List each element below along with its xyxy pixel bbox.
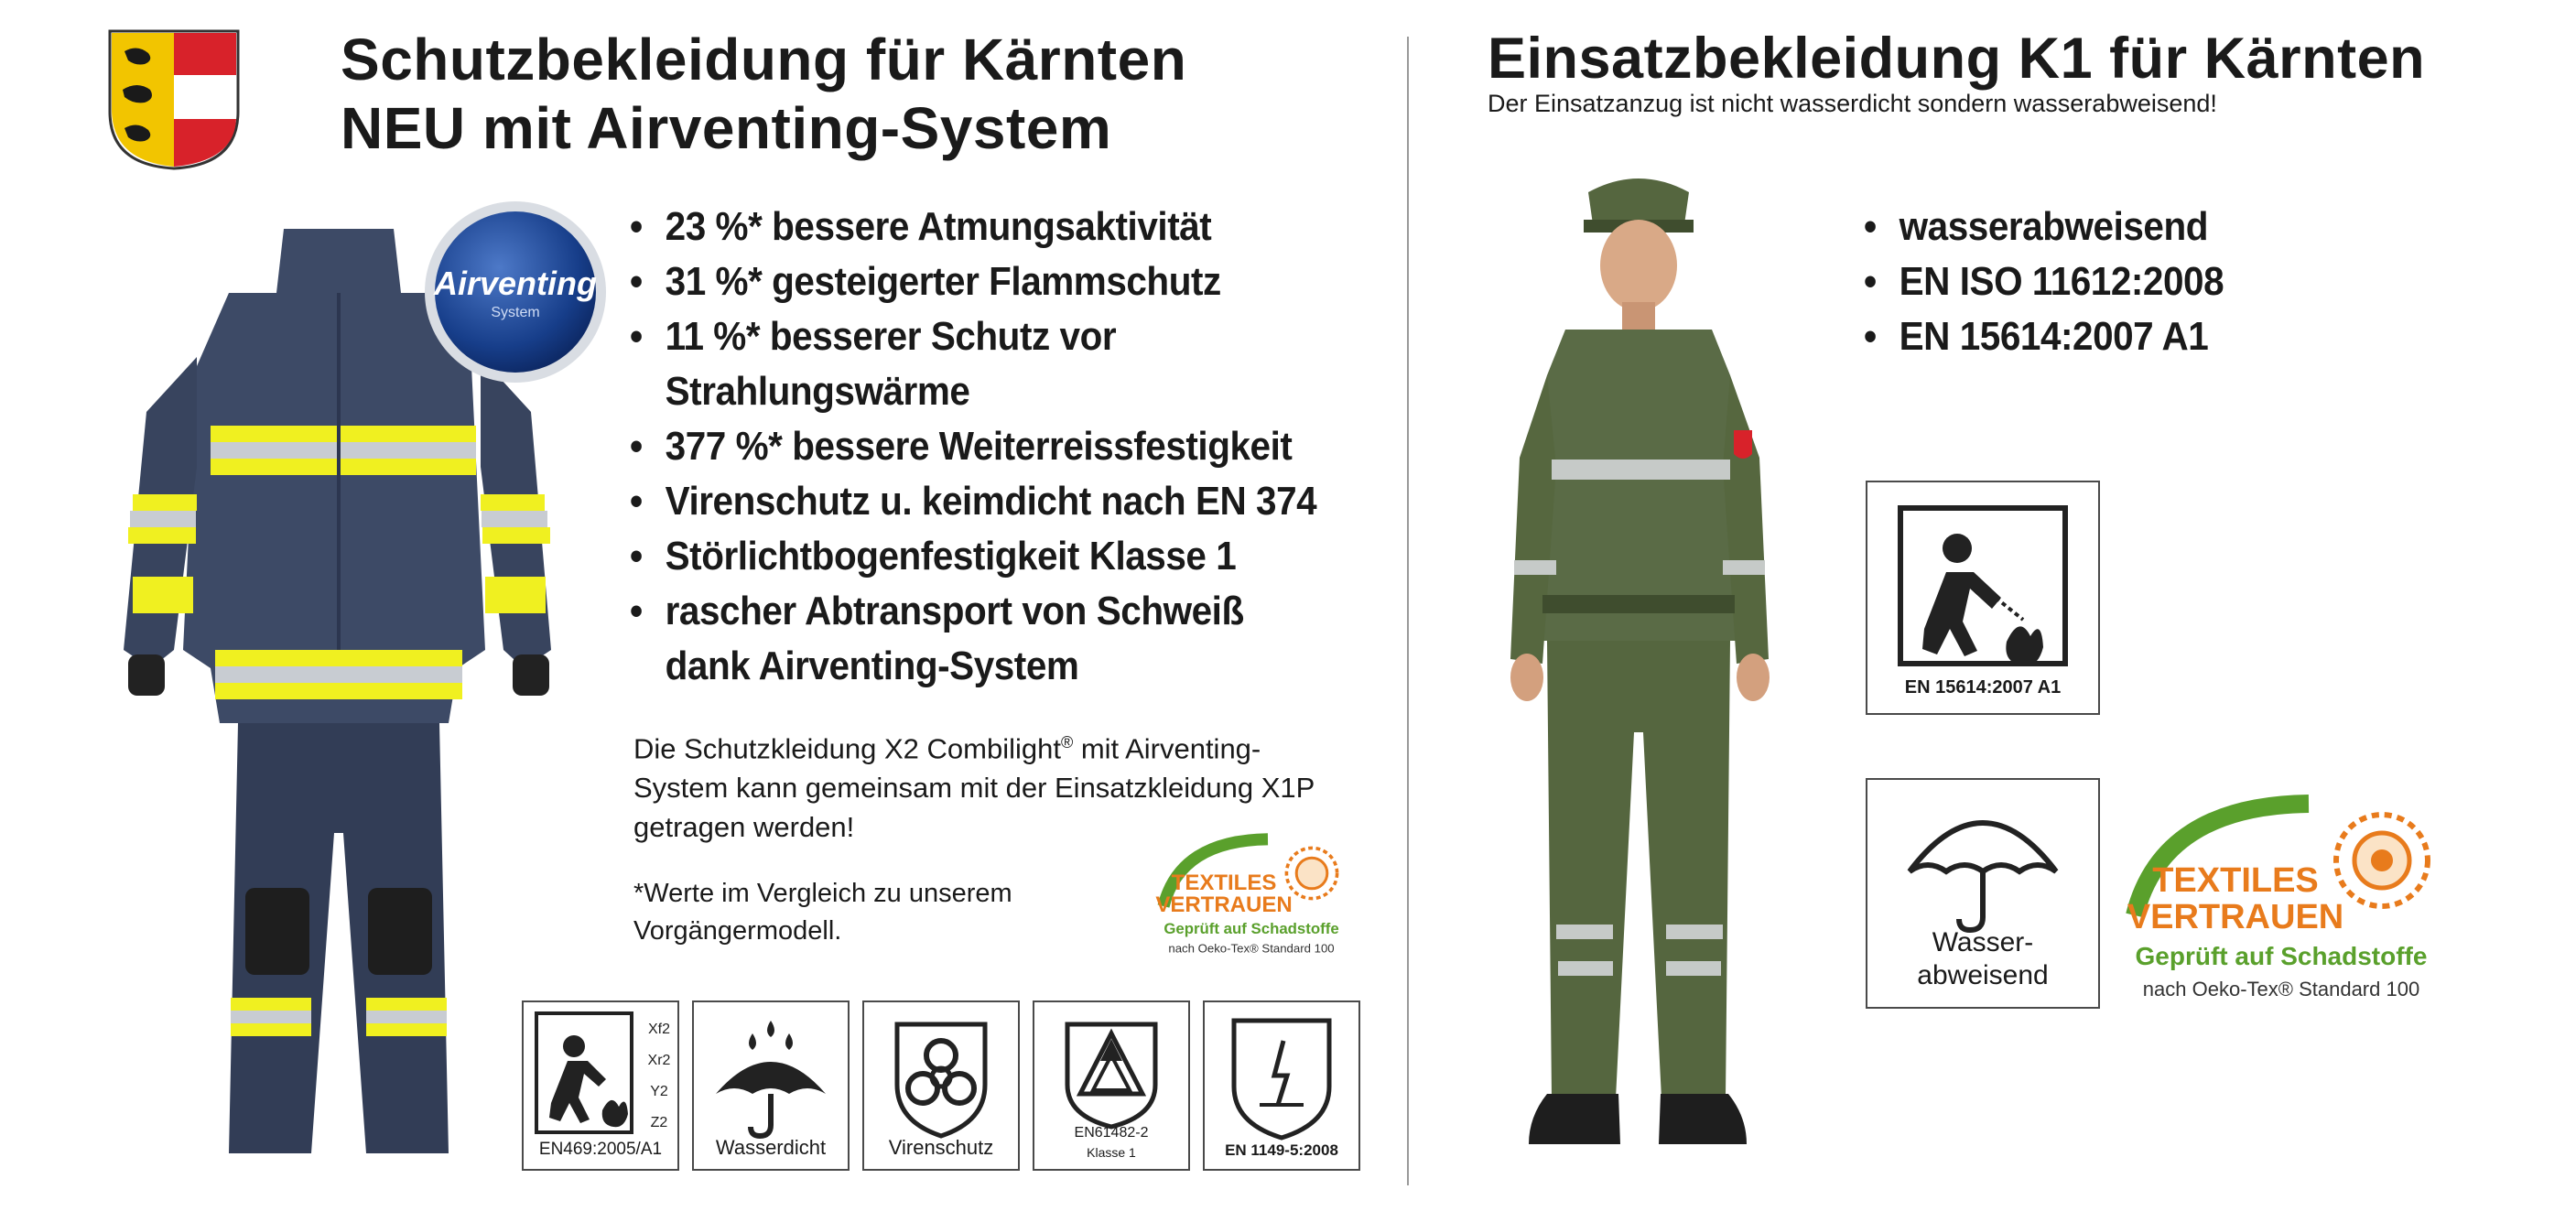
en1149-pictogram [1203,1000,1360,1171]
en61482-caption: EN61482-2 [1074,1125,1149,1141]
en61482-pictogram [1033,1000,1190,1171]
right-title: Einsatzbekleidung K1 für Kärnten [1488,27,2426,91]
svg-text:Xr2: Xr2 [647,1053,671,1068]
en469-pictogram [522,1000,679,1171]
left-feature-3: • 11 %* besserer Schutz vor [630,309,1329,364]
svg-text:nach Oeko-Tex® Standard 100: nach Oeko-Tex® Standard 100 [2142,978,2420,1000]
right-feature-list [1864,200,2563,364]
panel-divider [1407,37,1409,1185]
svg-text:VERTRAUEN: VERTRAUEN [1155,892,1293,917]
en469-caption: EN469:2005/A1 [538,1140,663,1159]
svg-text:Y2: Y2 [650,1084,668,1099]
left-footnote: *Werte im Vergleich zu unserem Vorgängermodell. [633,879,1012,946]
airventing-badge-text: Airventing [433,265,598,302]
wasserdicht-caption: Wasserdicht [715,1136,827,1159]
left-feature-2: • 31 %* gesteigerter Flammschutz [630,254,1329,309]
wasserabweisend-caption-1: Wasser- [1932,927,2034,957]
oeko-tex-logo-large [2107,778,2455,1007]
left-feature-3-cont: Strahlungswärme [665,369,970,414]
svg-text:nach Oeko-Tex® Standard 100: nach Oeko-Tex® Standard 100 [1168,941,1335,956]
virenschutz-caption: Virenschutz [888,1136,994,1159]
en15614-pictogram [1866,481,2100,715]
left-feature-6: • Störlichtbogenfestigkeit Klasse 1 [630,529,1329,584]
oeko-tex-logo-small [1146,824,1357,961]
svg-text:TEXTILES: TEXTILES [2152,861,2319,900]
left-feature-list [630,200,1329,694]
left-title-line2: NEU mit Airventing-System [341,95,1112,161]
en1149-caption: EN 1149-5:2008 [1225,1141,1338,1159]
svg-text:Geprüft auf Schadstoffe: Geprüft auf Schadstoffe [1164,920,1339,937]
svg-text:Z2: Z2 [650,1115,668,1130]
kaernten-crest-logo [106,27,242,172]
right-feature-2: • EN ISO 11612:2008 [1864,254,2563,309]
uniform-person-image [1501,165,1776,1163]
en15614-caption: EN 15614:2007 A1 [1904,677,2062,698]
virenschutz-pictogram [862,1000,1020,1171]
svg-text:VERTRAUEN: VERTRAUEN [2127,898,2344,936]
left-feature-5: • Virenschutz u. keimdicht nach EN 374 [630,474,1329,529]
airventing-badge-sub: System [491,305,540,320]
en61482-class: Klasse 1 [1087,1145,1136,1160]
left-title-line1: Schutzbekleidung für Kärnten [341,27,1187,92]
left-description: Die Schutzkleidung X2 Combilight® mit Airventing-System kann gemeinsam mit der Einsatzkleidung X1P getragen werden! [633,732,1315,844]
svg-text:Geprüft auf Schadstoffe: Geprüft auf Schadstoffe [2135,942,2428,970]
wasserabweisend-caption-2: abweisend [1917,960,2049,990]
left-feature-7-cont: dank Airventing-System [665,643,1079,688]
right-subtitle: Der Einsatzanzug ist nicht wasserdicht sondern wasserabweisend! [1488,90,2217,117]
wasserdicht-pictogram [692,1000,850,1171]
wasserabweisend-pictogram [1866,778,2100,1009]
left-feature-1: • 23 %* bessere Atmungsaktivität [630,200,1329,254]
arc-flash-icon [1034,1002,1188,1169]
left-feature-4: • 377 %* bessere Weiterreissfestigkeit [630,419,1329,474]
right-feature-1: • wasserabweisend [1864,200,2563,254]
left-feature-7: • rascher Abtransport von Schweiß [630,584,1329,639]
svg-text:Xf2: Xf2 [647,1022,671,1037]
svg-text:TEXTILES: TEXTILES [1171,871,1277,895]
airventing-badge [423,200,608,384]
right-feature-3: • EN 15614:2007 A1 [1864,309,2563,364]
